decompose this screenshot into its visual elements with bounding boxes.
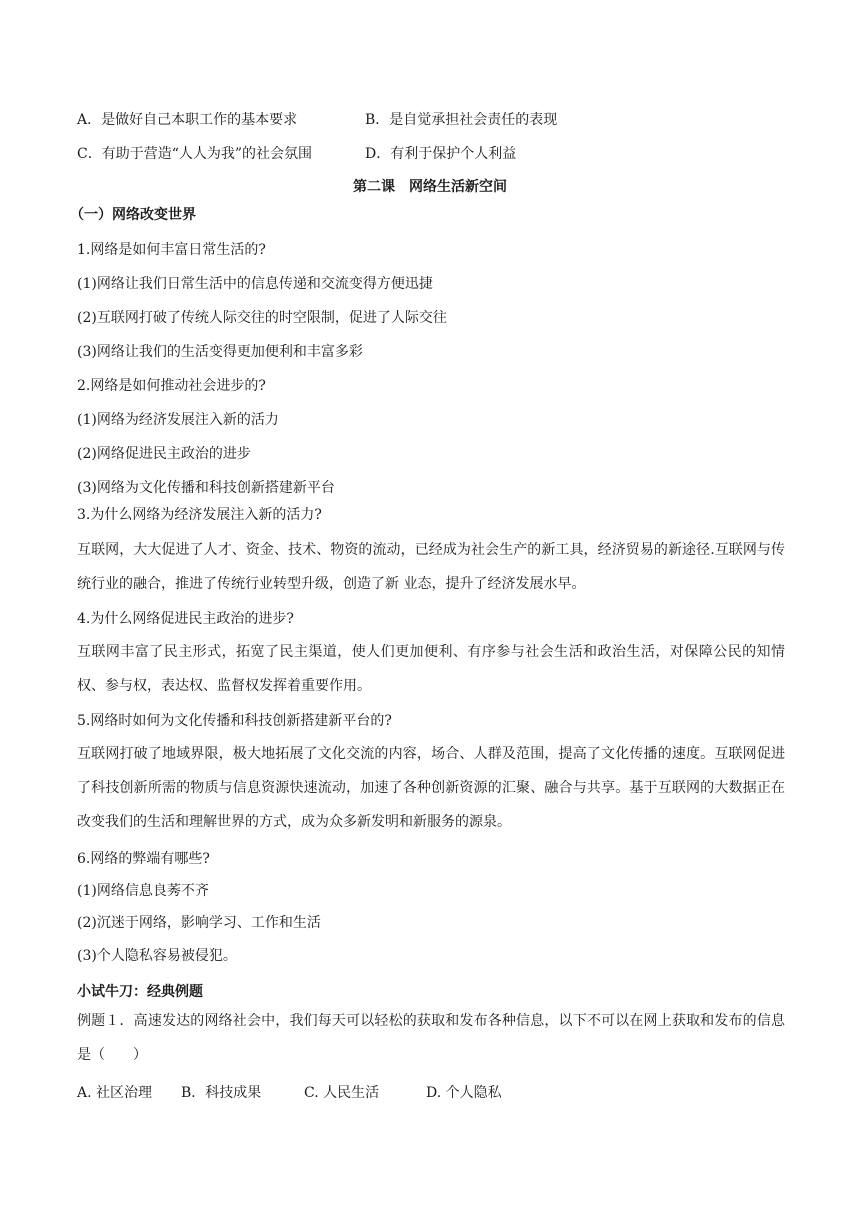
q6-answer-2: (2)沉迷于网络，影响学习、工作和生活 [77, 915, 321, 931]
q5-answer: 互联网打破了地域界限，极大地拓展了文化交流的内容，场合、人群及范围，提高了文化传播的速度。互联网促进了科技创新所需的物质与信息资源快速流动，加速了各种创新资源的汇聚、融合与共享。基于互联网的大数据正在改变我们的生活和理解世界的方式，成为众多新发明和新服务的源泉。 [77, 746, 785, 830]
q4-answer: 互联网丰富了民主形式，拓宽了民主渠道，使人们更加便利、有序参与社会生活和政治生活，对保障公民的知情权、参与权，表达权、监督权发挥着重要作用。 [77, 644, 785, 694]
question-1: 1.网络是如何丰富日常生活的? [77, 242, 266, 258]
q6-answer-1: (1)网络信息良莠不齐 [77, 883, 209, 899]
example-1-option-b: B．科技成果 [181, 1085, 262, 1101]
question-4: 4.为什么网络促进民主政治的进步? [77, 611, 294, 627]
prev-option-c: C．有助于营造“人人为我”的社会氛围 [77, 146, 313, 162]
question-3: 3.为什么网络为经济发展注入新的活力? [77, 507, 322, 523]
q1-answer-3: (3)网络让我们的生活变得更加便利和丰富多彩 [77, 344, 363, 360]
example-1-stem: 例题１．高速发达的网络社会中，我们每天可以轻松的获取和发布各种信息，以下不可以在网上获取和发布的信息是（ ） [77, 1013, 785, 1063]
prev-option-d: D．有利于保护个人利益 [365, 146, 517, 162]
question-6: 6.网络的弊端有哪些? [77, 851, 210, 867]
example-1-option-d: D. 个人隐私 [426, 1085, 502, 1101]
q3-answer: 互联网，大大促进了人才、资金、技术、物资的流动，已经成为社会生产的新工具，经济贸易的新途径.互联网与传统行业的融合，推进了传统行业转型升级，创造了新 业态，提升了经济发展水早。 [77, 542, 785, 592]
q6-answer-3: (3)个人隐私容易被侵犯。 [77, 948, 237, 964]
prev-option-a: A．是做好自己本职工作的基本要求 [77, 112, 298, 128]
practice-heading: 小试牛刀：经典例题 [77, 984, 203, 1000]
prev-option-b: B．是自觉承担社会责任的表现 [365, 112, 558, 128]
question-5: 5.网络时如何为文化传播和科技创新搭建新平台的? [77, 713, 392, 729]
q1-answer-2: (2)互联网打破了传统人际交往的时空限制，促进了人际交往 [77, 310, 447, 326]
example-1-option-a: A. 社区治理 [77, 1085, 153, 1101]
q1-answer-1: (1)网络让我们日常生活中的信息传递和交流变得方便迅捷 [77, 276, 433, 292]
section-heading: （一）网络改变世界 [70, 207, 196, 223]
q2-answer-1: (1)网络为经济发展注入新的活力 [77, 412, 279, 428]
lesson-title: 第二课 网络生活新空间 [353, 179, 507, 195]
question-2: 2.网络是如何推动社会进步的? [77, 378, 266, 394]
example-1-option-c: C. 人民生活 [304, 1085, 380, 1101]
q2-answer-2: (2)网络促进民主政治的进步 [77, 446, 251, 462]
q2-answer-3: (3)网络为文化传播和科技创新搭建新平台 [77, 480, 335, 496]
